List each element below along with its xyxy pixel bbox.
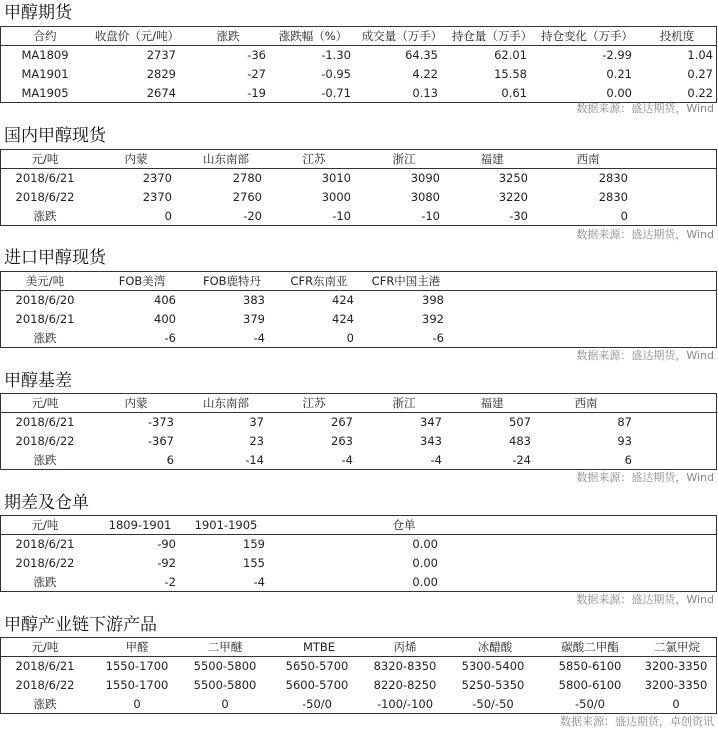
cell: 涨跌 (33, 575, 57, 589)
cell: 0.13 (412, 86, 438, 100)
table-row (1, 310, 716, 329)
cell: 2018/6/22 (15, 556, 75, 570)
table-row (1, 413, 716, 432)
cell: 1.04 (687, 48, 713, 62)
cell: 0.27 (687, 67, 713, 81)
cell: 347 (420, 415, 442, 429)
cell: 0.00 (412, 556, 438, 570)
table-header (1, 26, 716, 46)
header-cell: 江苏 (302, 152, 326, 166)
basis-table (0, 393, 717, 470)
data-source: 数据来源：盛达期货，Wind (576, 593, 714, 606)
cell: -20 (243, 209, 262, 223)
domestic-spot-table (0, 149, 717, 226)
cell: 267 (331, 415, 353, 429)
cell: -50/-50 (472, 697, 514, 711)
cell: 6 (166, 453, 174, 467)
cell: -14 (245, 453, 264, 467)
header-cell: 西南 (576, 152, 600, 166)
section-title: 甲醇期货 (4, 3, 72, 23)
cell: 507 (509, 415, 531, 429)
cell: -50/0 (575, 697, 605, 711)
header-cell: 西南 (574, 396, 598, 410)
cell: -10 (421, 209, 440, 223)
cell: 15.58 (494, 67, 527, 81)
header-cell: FOB美湾 (118, 274, 166, 288)
cell: 400 (154, 312, 176, 326)
downstream-table (0, 637, 717, 714)
header-cell: 美元/吨 (25, 274, 65, 288)
cell: 5800-6100 (558, 678, 622, 692)
header-cell: MTBE (302, 640, 336, 654)
table-row (1, 188, 716, 207)
header-cell: 浙江 (392, 152, 416, 166)
table-row (1, 169, 716, 188)
cell: 2737 (146, 48, 176, 62)
header-cell: 冰醋酸 (477, 640, 513, 654)
table-header (1, 271, 716, 291)
cell: 2018/6/22 (15, 190, 75, 204)
table-row (1, 451, 716, 470)
cell: 5300-5400 (461, 659, 525, 673)
cell: MA1901 (21, 67, 69, 81)
header-cell: FOB鹿特丹 (202, 274, 262, 288)
table-header (1, 393, 716, 413)
data-source: 数据来源：盛达期货，Wind (576, 471, 714, 484)
table-row (1, 554, 716, 573)
header-cell: CFR中国主港 (371, 274, 441, 288)
cell: 0 (620, 209, 628, 223)
section-title: 进口甲醇现货 (4, 248, 106, 268)
cell: -4 (341, 453, 353, 467)
import-spot-table (0, 271, 717, 348)
header-cell: 江苏 (302, 396, 326, 410)
cell: 2830 (598, 190, 628, 204)
cell: MA1809 (21, 48, 69, 62)
table-row (1, 46, 716, 65)
header-cell: 丙烯 (393, 640, 417, 654)
header-cell: 二氯甲烷 (654, 640, 700, 654)
cell: -6 (432, 331, 444, 345)
header-cell: 碳酸二甲酯 (561, 640, 619, 654)
header-cell: 山东南部 (203, 152, 249, 166)
cell: -6 (164, 331, 176, 345)
cell: 2829 (146, 67, 176, 81)
header-cell: 元/吨 (31, 152, 59, 166)
cell: 涨跌 (33, 697, 57, 711)
cell: 0 (133, 697, 141, 711)
table-row (1, 432, 716, 451)
header-cell: 元/吨 (31, 396, 59, 410)
cell: 37 (249, 415, 264, 429)
cell: 155 (243, 556, 265, 570)
cell: 3200-3350 (644, 659, 708, 673)
cell: 3250 (498, 171, 528, 185)
cell: -10 (332, 209, 351, 223)
cell: 3000 (321, 190, 351, 204)
cell: 3090 (410, 171, 440, 185)
cell: 0 (672, 697, 680, 711)
cell: -4 (253, 331, 265, 345)
cell: 2018/6/22 (15, 434, 75, 448)
table-row (1, 573, 716, 592)
cell: 0 (346, 331, 354, 345)
header-cell: 元/吨 (31, 518, 59, 532)
cell: 5650-5700 (285, 659, 349, 673)
cell: -27 (247, 67, 266, 81)
cell: 87 (617, 415, 632, 429)
table-row (1, 207, 716, 226)
cell: 涨跌 (33, 209, 57, 223)
cell: 5250-5350 (461, 678, 525, 692)
cell: 3080 (410, 190, 440, 204)
cell: 263 (331, 434, 353, 448)
cell: 2018/6/21 (15, 312, 75, 326)
cell: 0.00 (412, 537, 438, 551)
cell: -50/0 (302, 697, 332, 711)
cell: 2018/6/21 (15, 537, 75, 551)
data-source: 数据来源：盛达期货，Wind (576, 102, 714, 115)
table-row (1, 535, 716, 554)
cell: -36 (247, 48, 266, 62)
section-title: 甲醇基差 (4, 371, 72, 391)
table-row (1, 676, 716, 695)
cell: 2370 (142, 190, 172, 204)
data-source: 数据来源：盛达期货，卓创资讯 (560, 715, 714, 728)
cell: 392 (422, 312, 444, 326)
header-cell: 合约 (33, 29, 57, 43)
cell: 23 (249, 434, 264, 448)
cell: 2674 (146, 86, 176, 100)
table-row (1, 695, 716, 714)
table-header (1, 515, 716, 535)
cell: 2830 (598, 171, 628, 185)
cell: -367 (147, 434, 174, 448)
cell: 2760 (232, 190, 262, 204)
cell: 1550-1700 (105, 678, 169, 692)
cell: 343 (420, 434, 442, 448)
cell: 0.22 (687, 86, 713, 100)
cell: 0 (221, 697, 229, 711)
cell: 64.35 (405, 48, 438, 62)
header-cell: 收盘价（元/吨） (94, 29, 180, 43)
cell: 2018/6/20 (15, 293, 75, 307)
cell: 159 (243, 537, 265, 551)
cell: 3220 (498, 190, 528, 204)
cell: -90 (157, 537, 176, 551)
header-cell: 1809-1901 (108, 518, 172, 532)
header-cell: 投机度 (659, 29, 695, 43)
header-cell: 元/吨 (31, 640, 59, 654)
header-cell: CFR东南亚 (290, 274, 348, 288)
cell: 4.22 (412, 67, 438, 81)
header-cell: 持仓量（万手） (451, 29, 533, 43)
cell: 424 (332, 293, 354, 307)
cell: 0.00 (412, 575, 438, 589)
section-title: 期差及仓单 (4, 493, 89, 513)
cell: 8320-8350 (373, 659, 437, 673)
data-source: 数据来源：盛达期货，Wind (576, 228, 714, 241)
cell: -4 (430, 453, 442, 467)
cell: 2018/6/22 (15, 678, 75, 692)
cell: -24 (512, 453, 531, 467)
futures-table (0, 26, 717, 103)
table-row (1, 84, 716, 103)
section-title: 国内甲醇现货 (4, 126, 106, 146)
cell: 5600-5700 (285, 678, 349, 692)
cell: 3200-3350 (644, 678, 708, 692)
header-cell: 福建 (480, 396, 504, 410)
cell: 2018/6/21 (15, 171, 75, 185)
header-cell: 1901-1905 (194, 518, 258, 532)
cell: 5500-5800 (193, 678, 257, 692)
cell: -2.99 (602, 48, 632, 62)
header-cell: 甲醛 (125, 640, 149, 654)
cell: 5850-6100 (558, 659, 622, 673)
cell: 0.61 (501, 86, 527, 100)
cell: -0.71 (321, 86, 351, 100)
table-row (1, 65, 716, 84)
cell: -100/-100 (376, 697, 434, 711)
data-source: 数据来源：盛达期货，Wind (576, 349, 714, 362)
header-cell: 仓单 (392, 518, 416, 532)
cell: -4 (253, 575, 265, 589)
cell: -2 (164, 575, 176, 589)
cell: -373 (147, 415, 174, 429)
header-cell: 涨跌幅（%） (278, 29, 348, 43)
header-cell: 福建 (480, 152, 504, 166)
cell: 1550-1700 (105, 659, 169, 673)
cell: 93 (617, 434, 632, 448)
cell: 0.00 (606, 86, 632, 100)
cell: 0.21 (606, 67, 632, 81)
header-cell: 涨跌 (216, 29, 240, 43)
cell: 8220-8250 (373, 678, 437, 692)
cell: 2780 (232, 171, 262, 185)
table-row (1, 657, 716, 676)
cell: 3010 (321, 171, 351, 185)
cell: 2370 (142, 171, 172, 185)
cell: -19 (247, 86, 266, 100)
header-cell: 山东南部 (203, 396, 249, 410)
header-cell: 持仓变化（万手） (541, 29, 633, 43)
cell: 383 (243, 293, 265, 307)
cell: 483 (509, 434, 531, 448)
table-row (1, 291, 716, 310)
table-row (1, 329, 716, 348)
cell: MA1905 (21, 86, 69, 100)
cell: 2018/6/21 (15, 415, 75, 429)
cell: 398 (422, 293, 444, 307)
cell: -1.30 (321, 48, 351, 62)
header-cell: 浙江 (392, 396, 416, 410)
cell: -30 (509, 209, 528, 223)
header-cell: 内蒙 (124, 152, 148, 166)
cell: 涨跌 (33, 331, 57, 345)
cell: 涨跌 (33, 453, 57, 467)
cell: -0.95 (321, 67, 351, 81)
cell: 424 (332, 312, 354, 326)
header-cell: 内蒙 (124, 396, 148, 410)
cell: 6 (624, 453, 632, 467)
cell: 2018/6/21 (15, 659, 75, 673)
cell: 406 (154, 293, 176, 307)
header-cell: 成交量（万手） (361, 29, 443, 43)
header-cell: 二甲醚 (207, 640, 243, 654)
table-header (1, 637, 716, 657)
cell: 5500-5800 (193, 659, 257, 673)
table-header (1, 149, 716, 169)
cell: 62.01 (494, 48, 527, 62)
section-title: 甲醇产业链下游产品 (4, 615, 157, 635)
cell: 0 (164, 209, 172, 223)
cell: -92 (157, 556, 176, 570)
spread-warrant-table (0, 515, 717, 592)
cell: 379 (243, 312, 265, 326)
